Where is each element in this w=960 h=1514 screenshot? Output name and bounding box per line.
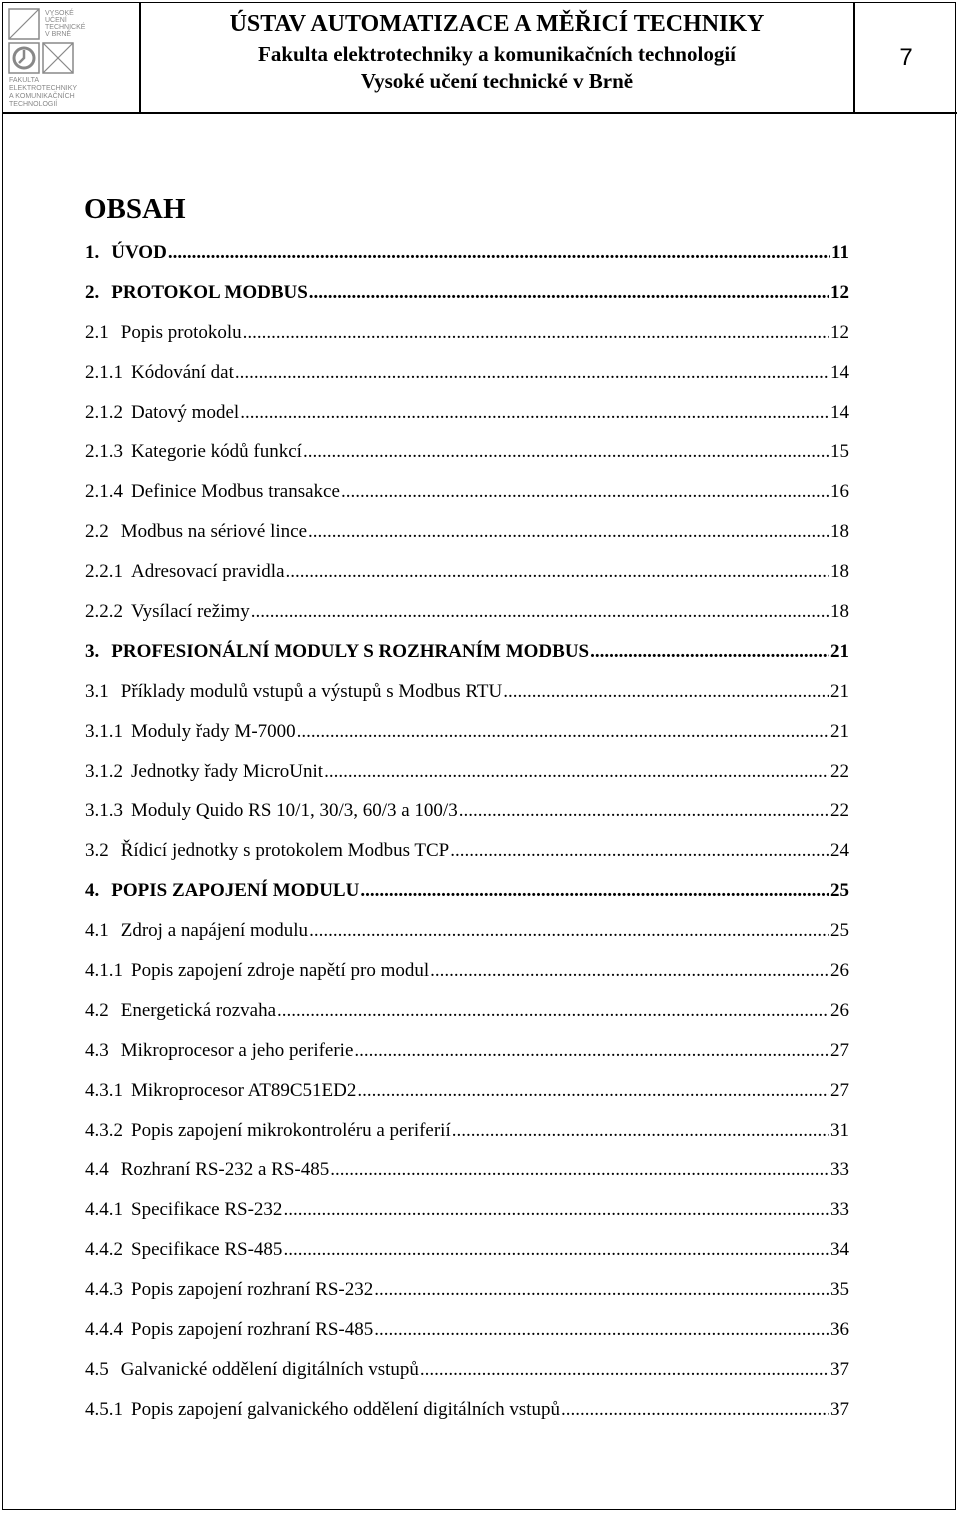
toc-entry-number: 4.5 bbox=[85, 1358, 109, 1380]
toc-entry-number: 1. bbox=[85, 242, 100, 263]
toc-entry[interactable] bbox=[85, 761, 849, 801]
institute-name: ÚSTAV AUTOMATIZACE A MĚŘICÍ TECHNIKY bbox=[229, 11, 765, 37]
toc-entry-number: 4.4.1 bbox=[85, 1199, 123, 1221]
toc-leader-dots bbox=[243, 322, 829, 344]
toc-entry-page: 27 bbox=[830, 1079, 849, 1101]
toc-entry-label: Datový model bbox=[131, 401, 240, 423]
toc-entry-label: Specifikace RS-485 bbox=[131, 1239, 283, 1261]
toc-entry-label: PROTOKOL MODBUS bbox=[111, 281, 308, 303]
toc-entry-label: PROFESIONÁLNÍ MODULY S ROZHRANÍM MODBUS bbox=[111, 640, 590, 662]
toc-entry-page: 12 bbox=[830, 281, 849, 303]
toc-entry-page: 37 bbox=[830, 1358, 849, 1380]
toc-leader-dots bbox=[240, 402, 829, 424]
toc-entry[interactable] bbox=[85, 721, 849, 761]
toc-entry[interactable] bbox=[85, 1279, 849, 1319]
toc-entry-label: Jednotky řady MicroUnit bbox=[131, 760, 324, 782]
toc-entry-number: 3.1.3 bbox=[85, 800, 123, 822]
toc-entry-label: Energetická rozvaha bbox=[120, 999, 277, 1021]
toc-entry-page: 12 bbox=[830, 321, 849, 343]
toc-entry-label: Kódování dat bbox=[131, 361, 234, 383]
toc-entry[interactable] bbox=[85, 441, 849, 481]
toc-leader-dots bbox=[283, 1199, 829, 1221]
toc-entry[interactable] bbox=[85, 1239, 849, 1279]
toc-entry-number: 2.1 bbox=[85, 321, 109, 343]
faculty-name: Fakulta elektrotechniky a komunikačních technologií bbox=[258, 41, 736, 66]
toc-entry-number: 2.1.3 bbox=[85, 441, 123, 463]
table-of-contents bbox=[85, 242, 849, 1439]
toc-entry-page: 34 bbox=[830, 1239, 849, 1261]
logo-text-line: TECHNICKÉ bbox=[45, 24, 86, 31]
toc-entry-number: 4.4.3 bbox=[85, 1279, 123, 1301]
toc-entry-page: 24 bbox=[830, 840, 849, 862]
toc-entry-page: 15 bbox=[830, 441, 849, 463]
toc-entry-label: Specifikace RS-232 bbox=[131, 1199, 283, 1221]
toc-entry-number: 2.2 bbox=[85, 521, 109, 543]
toc-leader-dots bbox=[430, 960, 829, 982]
university-logo bbox=[3, 3, 141, 112]
toc-entry-label: Řídicí jednotky s protokolem Modbus TCP bbox=[120, 840, 450, 862]
toc-leader-dots bbox=[374, 1279, 829, 1301]
toc-entry-page: 22 bbox=[830, 800, 849, 822]
toc-entry[interactable] bbox=[85, 1040, 849, 1080]
toc-entry-page: 21 bbox=[830, 640, 849, 662]
toc-entry[interactable] bbox=[85, 800, 849, 840]
toc-leader-dots bbox=[303, 441, 829, 463]
toc-leader-dots bbox=[360, 880, 829, 902]
toc-entry-number: 3. bbox=[85, 640, 100, 662]
toc-leader-dots bbox=[357, 1080, 829, 1102]
toc-entry-label: Kategorie kódů funkcí bbox=[131, 441, 302, 463]
toc-leader-dots bbox=[459, 800, 829, 822]
toc-entry-label: Popis protokolu bbox=[120, 321, 242, 343]
toc-entry[interactable] bbox=[85, 322, 849, 362]
toc-entry-label: Popis zapojení mikrokontroléru a periferií bbox=[131, 1119, 451, 1141]
page-number: 7 bbox=[853, 3, 957, 112]
toc-entry-page: 14 bbox=[830, 361, 849, 383]
toc-entry-number: 4.4.2 bbox=[85, 1239, 123, 1261]
toc-entry-page: 26 bbox=[830, 960, 849, 982]
toc-entry-number: 4.1 bbox=[85, 920, 109, 942]
toc-entry-page: 11 bbox=[831, 242, 849, 263]
toc-entry-number: 4.5.1 bbox=[85, 1398, 123, 1420]
toc-entry-label: Moduly řady M-7000 bbox=[131, 720, 296, 742]
toc-entry-number: 4.4.4 bbox=[85, 1319, 123, 1341]
toc-entry[interactable] bbox=[85, 1080, 849, 1120]
toc-leader-dots bbox=[168, 242, 830, 264]
page-header bbox=[3, 3, 957, 114]
toc-entry-page: 18 bbox=[830, 601, 849, 623]
toc-entry-number: 4. bbox=[85, 880, 100, 902]
toc-entry-page: 35 bbox=[830, 1279, 849, 1301]
toc-entry[interactable] bbox=[85, 481, 849, 521]
toc-leader-dots bbox=[308, 521, 829, 543]
toc-entry-page: 14 bbox=[830, 401, 849, 423]
toc-leader-dots bbox=[420, 1359, 829, 1381]
toc-entry-page: 16 bbox=[830, 481, 849, 503]
toc-entry-label: Modbus na sériové lince bbox=[120, 521, 308, 543]
toc-entry-page: 36 bbox=[830, 1319, 849, 1341]
toc-entry[interactable] bbox=[85, 641, 849, 681]
toc-entry[interactable] bbox=[85, 960, 849, 1000]
logo-text-line: VYSOKÉ bbox=[45, 10, 74, 17]
toc-entry-page: 18 bbox=[830, 521, 849, 543]
toc-entry[interactable] bbox=[85, 402, 849, 442]
toc-entry-page: 25 bbox=[830, 920, 849, 942]
toc-leader-dots bbox=[503, 681, 829, 703]
toc-entry-number: 4.2 bbox=[85, 999, 109, 1021]
toc-entry-page: 21 bbox=[830, 680, 849, 702]
toc-entry-label: Popis zapojení zdroje napětí pro modul bbox=[131, 960, 430, 982]
toc-entry-label: Vysílací režimy bbox=[131, 601, 250, 623]
toc-leader-dots bbox=[235, 362, 829, 384]
toc-entry-number: 2.1.1 bbox=[85, 361, 123, 383]
logo-text-line: ELEKTROTECHNIKY bbox=[9, 85, 78, 92]
university-name: Vysoké učení technické v Brně bbox=[360, 68, 634, 93]
toc-leader-dots bbox=[286, 561, 829, 583]
toc-entry-label: Zdroj a napájení modulu bbox=[120, 920, 309, 942]
toc-entry-label: Mikroprocesor a jeho periferie bbox=[120, 1039, 354, 1061]
toc-entry-number: 2.1.2 bbox=[85, 401, 123, 423]
toc-leader-dots bbox=[354, 1040, 829, 1062]
toc-leader-dots bbox=[297, 721, 829, 743]
toc-entry[interactable] bbox=[85, 1199, 849, 1239]
toc-entry[interactable] bbox=[85, 601, 849, 641]
toc-entry-label: Adresovací pravidla bbox=[131, 561, 285, 583]
toc-entry-page: 37 bbox=[830, 1398, 849, 1420]
toc-entry[interactable] bbox=[85, 242, 849, 282]
toc-leader-dots bbox=[452, 1120, 829, 1142]
toc-entry-label: Rozhraní RS-232 a RS-485 bbox=[120, 1159, 330, 1181]
toc-entry-number: 3.2 bbox=[85, 840, 109, 862]
toc-entry-page: 26 bbox=[830, 999, 849, 1021]
toc-entry-label: POPIS ZAPOJENÍ MODULU bbox=[111, 880, 360, 902]
toc-entry-number: 4.3.1 bbox=[85, 1079, 123, 1101]
toc-entry-number: 2.2.2 bbox=[85, 601, 123, 623]
toc-entry[interactable] bbox=[85, 840, 849, 880]
toc-leader-dots bbox=[283, 1239, 829, 1261]
toc-entry-number: 2. bbox=[85, 281, 100, 303]
toc-entry[interactable] bbox=[85, 681, 849, 721]
logo-text-line: UČENÍ bbox=[45, 17, 67, 24]
toc-entry[interactable] bbox=[85, 362, 849, 402]
toc-entry-number: 3.1.1 bbox=[85, 720, 123, 742]
toc-entry[interactable] bbox=[85, 561, 849, 601]
toc-entry-page: 25 bbox=[830, 880, 849, 902]
toc-entry-page: 21 bbox=[830, 720, 849, 742]
toc-leader-dots bbox=[374, 1319, 829, 1341]
toc-leader-dots bbox=[309, 920, 829, 942]
toc-entry-label: Galvanické oddělení digitálních vstupů bbox=[120, 1358, 419, 1380]
toc-entry-page: 22 bbox=[830, 760, 849, 782]
toc-entry[interactable] bbox=[85, 521, 849, 561]
toc-leader-dots bbox=[277, 1000, 829, 1022]
toc-entry[interactable] bbox=[85, 1000, 849, 1040]
toc-entry-label: Popis zapojení rozhraní RS-232 bbox=[131, 1279, 374, 1301]
toc-entry-number: 4.1.1 bbox=[85, 960, 123, 982]
toc-entry-label: Mikroprocesor AT89C51ED2 bbox=[131, 1079, 357, 1101]
toc-entry-label: Moduly Quido RS 10/1, 30/3, 60/3 a 100/3 bbox=[131, 800, 458, 822]
toc-leader-dots bbox=[330, 1159, 829, 1181]
header-titles bbox=[141, 3, 853, 112]
toc-entry-number: 2.1.4 bbox=[85, 481, 123, 503]
toc-entry-page: 27 bbox=[830, 1039, 849, 1061]
toc-entry-number: 4.3 bbox=[85, 1039, 109, 1061]
toc-entry[interactable] bbox=[85, 1359, 849, 1399]
toc-leader-dots bbox=[561, 1399, 829, 1421]
toc-entry[interactable] bbox=[85, 1319, 849, 1359]
toc-leader-dots bbox=[450, 840, 829, 862]
toc-entry[interactable] bbox=[85, 1159, 849, 1199]
toc-entry-number: 4.4 bbox=[85, 1159, 109, 1181]
toc-entry[interactable] bbox=[85, 1399, 849, 1439]
toc-leader-dots bbox=[590, 641, 829, 663]
vut-logo-icon bbox=[7, 7, 135, 109]
toc-entry-page: 18 bbox=[830, 561, 849, 583]
toc-entry-label: Popis zapojení rozhraní RS-485 bbox=[131, 1319, 374, 1341]
toc-entry-page: 33 bbox=[830, 1199, 849, 1221]
logo-text-line: FAKULTA bbox=[9, 77, 40, 84]
toc-entry[interactable] bbox=[85, 880, 849, 920]
toc-leader-dots bbox=[341, 481, 829, 503]
toc-entry-page: 33 bbox=[830, 1159, 849, 1181]
toc-entry[interactable] bbox=[85, 920, 849, 960]
toc-title: OBSAH bbox=[84, 193, 186, 225]
toc-entry-label: Popis zapojení galvanického oddělení digitálních vstupů bbox=[131, 1398, 560, 1420]
toc-entry-number: 2.2.1 bbox=[85, 561, 123, 583]
toc-entry-number: 4.3.2 bbox=[85, 1119, 123, 1141]
logo-text-line: V BRNĚ bbox=[45, 31, 72, 38]
toc-entry-label: Příklady modulů vstupů a výstupů s Modbus RTU bbox=[120, 680, 503, 702]
toc-entry-number: 3.1 bbox=[85, 680, 109, 702]
toc-leader-dots bbox=[324, 761, 829, 783]
toc-entry-label: ÚVOD bbox=[111, 242, 167, 263]
toc-leader-dots bbox=[309, 282, 829, 304]
toc-entry-number: 3.1.2 bbox=[85, 760, 123, 782]
toc-entry[interactable] bbox=[85, 1120, 849, 1160]
logo-text-line: A KOMUNIKAČNÍCH bbox=[9, 93, 75, 100]
toc-entry-label: Definice Modbus transakce bbox=[131, 481, 340, 503]
logo-text-line: TECHNOLOGIÍ bbox=[9, 101, 58, 108]
toc-entry-page: 31 bbox=[830, 1119, 849, 1141]
toc-entry[interactable] bbox=[85, 282, 849, 322]
toc-leader-dots bbox=[251, 601, 829, 623]
